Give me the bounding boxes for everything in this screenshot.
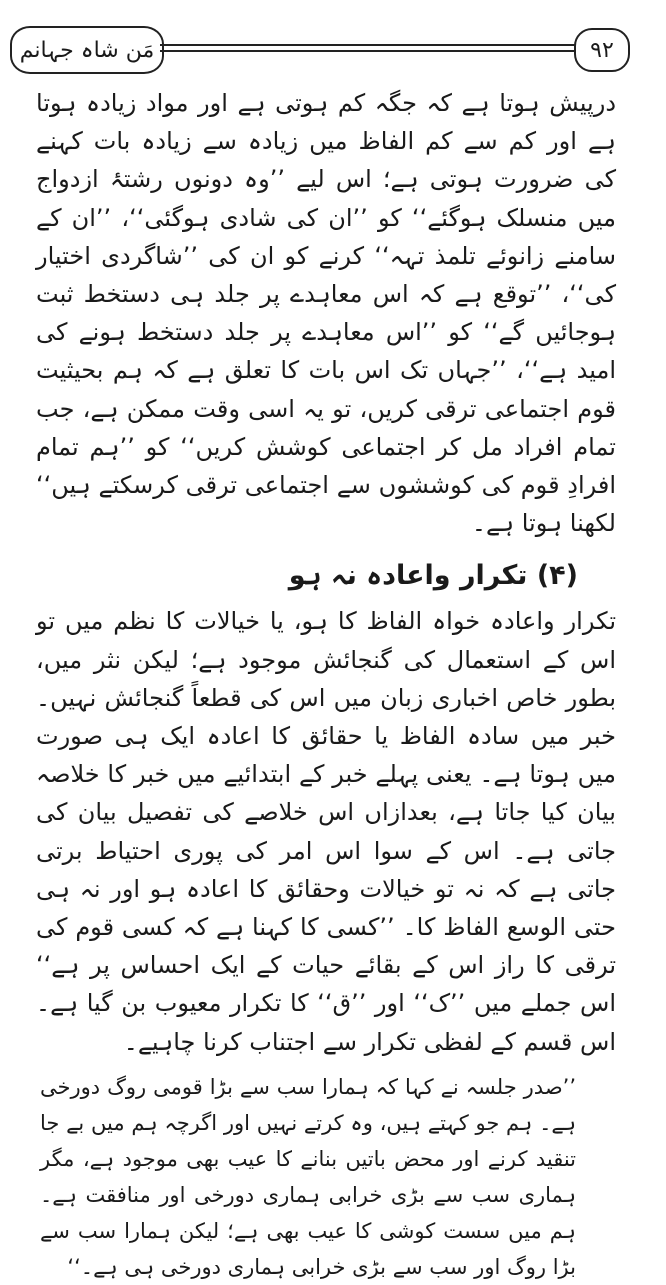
block-quote: ’’صدر جلسہ نے کہا کہ ہمارا سب سے بڑا قومی روگ دورخی ہے۔ ہم جو کہتے ہیں، وہ کرتے نہیں اور اگرچہ ہم میں بے جا تنقید کرنے اور محض باتیں بنانے کا عیب بھی موجود ہے، مگر ہماری سب سے بڑی خرابی ہماری دورخی اور منافقت ہے۔ ہم میں سست کوشی کا عیب بھی ہے؛ لیکن ہمارا سب سے بڑا روگ اور سب سے بڑی خرابی ہماری دورخی ہی ہے۔‘‘ [40, 1074, 576, 1279]
header-rule-top [160, 44, 582, 46]
book-title: مَن شاہ جہانم [10, 26, 164, 74]
page-header [10, 22, 630, 76]
paragraph-2: تکرار واعادہ خواہ الفاظ کا ہو، یا خیالات کا نظم میں تو اس کے استعمال کی گنجائش موجود ہے؛ لیکن نثر میں، بطور خاص اخباری زبان میں اس کی قطعاً گنجائش نہیں۔ خبر میں سادہ الفاظ یا حقائق کا اعادہ ایک ہی صورت میں ہوتا ہے۔ یعنی پہلے خبر کے ابتدائیے میں خبر کا خلاصہ بیان کیا جاتا ہے، بعدازاں اس خلاصے کی تفصیل بیان کی جاتی ہے۔ اس کے سوا اس امر کی پوری احتیاط برتی جاتی ہے کہ نہ تو خیالات وحقائق کا اعادہ ہو اور نہ ہی حتی الوسع الفاظ کا۔ ’’کسی کا کہنا ہے کہ کسی قوم کی ترقی کا راز اس کے بقائے حیات کے ایک احساس پر ہے‘‘ اس جملے میں ’’ک‘‘ اور ’’ق‘‘ کا تکرار معیوب بن گیا ہے۔ اس قسم کے لفظی تکرار سے اجتناب کرنا چاہیے۔ [36, 607, 616, 1056]
section-heading: (۴) تکرار واعادہ نہ ہو [288, 560, 578, 592]
paragraph-1: درپیش ہوتا ہے کہ جگہ کم ہوتی ہے اور مواد زیادہ ہوتا ہے اور کم سے کم الفاظ میں زیادہ سے زیادہ بات کہنے کی ضرورت ہوتی ہے؛ اس لیے ’’وہ دونوں رشتۂ ازدواج میں منسلک ہوگئے‘‘ کو ’’ان کی شادی ہوگئی‘‘، ’’ان کے سامنے زانوئے تلمذ تہہ‘‘ کرنے کو ان کی ’’شاگردی اختیار کی‘‘، ’’توقع ہے کہ اس معاہدے پر جلد ہی دستخط ثبت ہوجائیں گے‘‘ کو ’’اس معاہدے پر جلد دستخط ہونے کی امید ہے‘‘، ’’جہاں تک اس بات کا تعلق ہے کہ ہم بحیثیت قوم اجتماعی ترقی کریں، تو یہ اسی وقت ممکن ہے، جب تمام افراد مل کر اجتماعی کوشش کریں‘‘ کو ’’ہم تمام افرادِ قوم کی کوششوں سے اجتماعی ترقی کرسکتے ہیں‘‘ لکھنا ہوتا ہے۔ [36, 89, 616, 538]
header-rule-bottom [160, 50, 582, 52]
page-body [36, 84, 616, 1285]
page-number: ۹۲ [574, 28, 630, 72]
